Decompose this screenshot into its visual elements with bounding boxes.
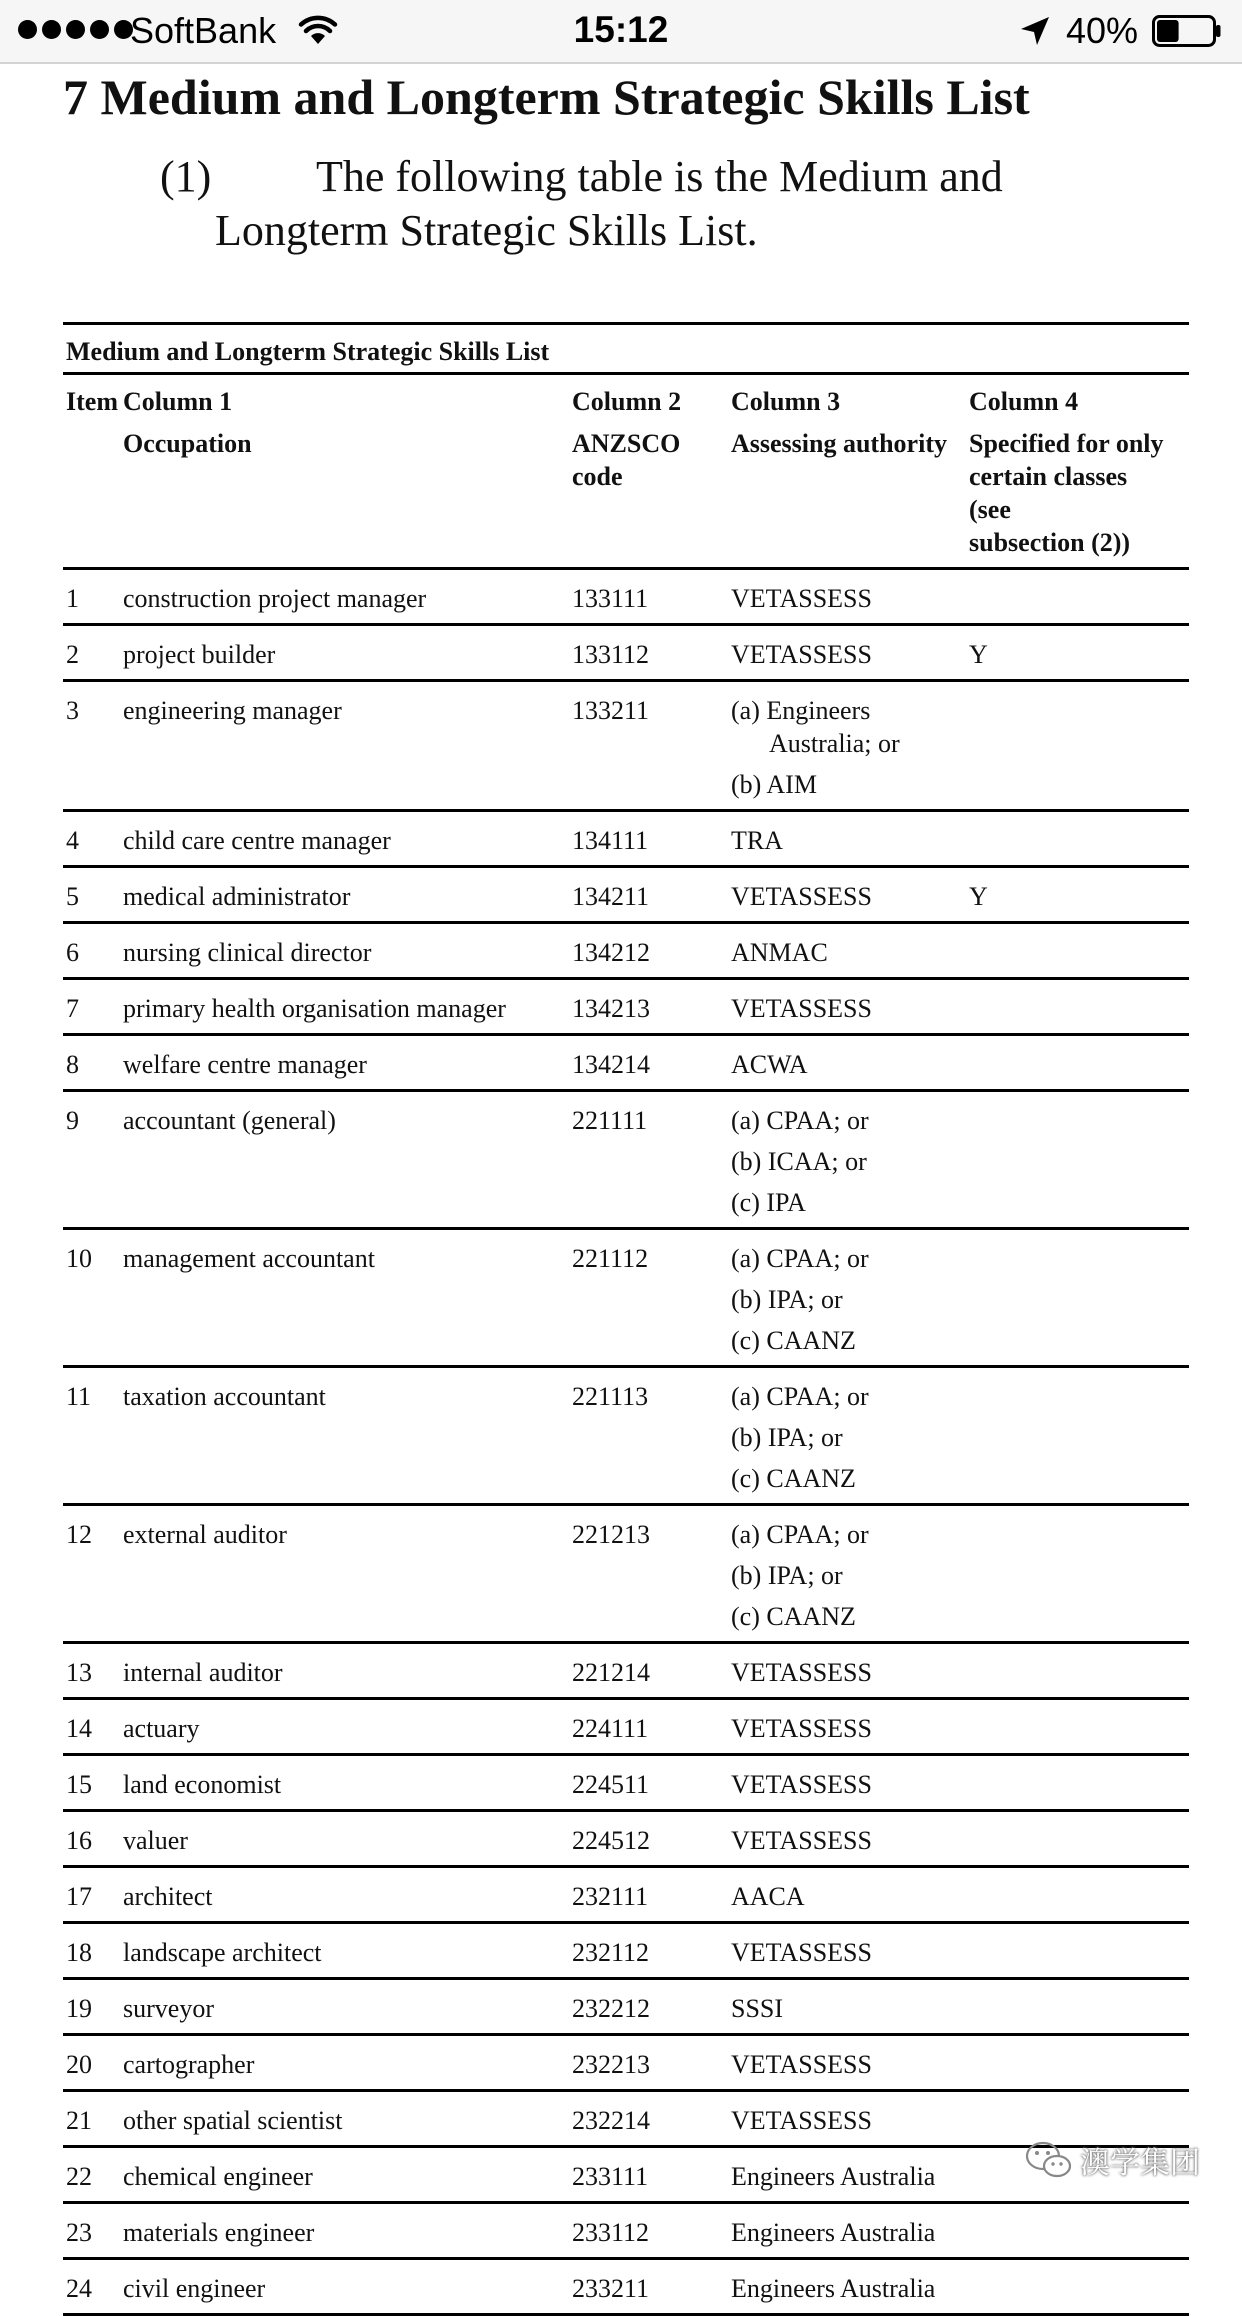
cell-specified-classes: Y	[969, 867, 1189, 923]
cell-anzsco-code: 224512	[572, 1811, 731, 1867]
authority-line: (a) CPAA; or	[731, 1244, 869, 1273]
cell-occupation: taxation accountant	[123, 1367, 572, 1505]
cell-item: 2	[63, 625, 123, 681]
authority-line: VETASSESS	[731, 1714, 872, 1743]
authority-line: VETASSESS	[731, 882, 872, 911]
cell-item: 10	[63, 1229, 123, 1367]
cell-assessing-authority	[731, 2091, 969, 2147]
cell-item: 21	[63, 2091, 123, 2147]
status-bar	[0, 0, 1242, 64]
cell-occupation: internal auditor	[123, 1643, 572, 1699]
cell-anzsco-code: 224511	[572, 1755, 731, 1811]
authority-line: (c) CAANZ	[731, 1602, 856, 1631]
table-row	[63, 569, 1189, 625]
skills-table	[63, 322, 1189, 2316]
cell-specified-classes	[969, 1755, 1189, 1811]
cell-assessing-authority	[731, 1811, 969, 1867]
cell-anzsco-code: 134214	[572, 1035, 731, 1091]
cell-assessing-authority	[731, 1979, 969, 2035]
table-row	[63, 1755, 1189, 1811]
authority-line: (a) CPAA; or	[731, 1382, 869, 1411]
cell-occupation: actuary	[123, 1699, 572, 1755]
table-row	[63, 1229, 1189, 1367]
cell-anzsco-code: 133211	[572, 681, 731, 811]
table-row	[63, 681, 1189, 811]
cell-anzsco-code: 233111	[572, 2147, 731, 2203]
authority-line: (b) AIM	[731, 770, 817, 799]
cell-assessing-authority	[731, 2035, 969, 2091]
cell-specified-classes	[969, 569, 1189, 625]
authority-line: (b) IPA; or	[731, 1285, 843, 1314]
table-row	[63, 1979, 1189, 2035]
cell-item: 24	[63, 2259, 123, 2315]
cell-item: 17	[63, 1867, 123, 1923]
cell-specified-classes	[969, 1505, 1189, 1643]
table-row	[63, 1699, 1189, 1755]
authority-line: SSSI	[731, 1994, 784, 2023]
authority-line: TRA	[731, 826, 783, 855]
table-row	[63, 1811, 1189, 1867]
table-header-row	[63, 374, 1189, 569]
cell-anzsco-code: 232112	[572, 1923, 731, 1979]
authority-line: VETASSESS	[731, 1658, 872, 1687]
authority-line: VETASSESS	[731, 584, 872, 613]
cell-anzsco-code: 221113	[572, 1367, 731, 1505]
header-column-4: Column 4 Specified for only certain classes (see subsection (2))	[969, 374, 1189, 569]
table-row	[63, 1367, 1189, 1505]
cell-assessing-authority	[731, 1229, 969, 1367]
cell-occupation: construction project manager	[123, 569, 572, 625]
cell-specified-classes	[969, 1367, 1189, 1505]
cell-anzsco-code: 221213	[572, 1505, 731, 1643]
authority-line: (c) CAANZ	[731, 1326, 856, 1355]
cell-anzsco-code: 232214	[572, 2091, 731, 2147]
cell-assessing-authority	[731, 1367, 969, 1505]
authority-line: VETASSESS	[731, 2106, 872, 2135]
cell-occupation: management accountant	[123, 1229, 572, 1367]
cell-specified-classes	[969, 1035, 1189, 1091]
cell-occupation: nursing clinical director	[123, 923, 572, 979]
cell-specified-classes	[969, 979, 1189, 1035]
header-column-3: Column 3 Assessing authority	[731, 374, 969, 569]
cell-anzsco-code: 232212	[572, 1979, 731, 2035]
authority-line: (b) IPA; or	[731, 1561, 843, 1590]
table-row	[63, 811, 1189, 867]
cell-item: 5	[63, 867, 123, 923]
cell-occupation: welfare centre manager	[123, 1035, 572, 1091]
cell-assessing-authority	[731, 2147, 969, 2203]
table-body	[63, 569, 1189, 2315]
cell-occupation: civil engineer	[123, 2259, 572, 2315]
table-row	[63, 979, 1189, 1035]
table-row	[63, 2091, 1189, 2147]
cell-anzsco-code: 134213	[572, 979, 731, 1035]
cell-anzsco-code: 133112	[572, 625, 731, 681]
authority-line: VETASSESS	[731, 1938, 872, 1967]
cell-specified-classes	[969, 1979, 1189, 2035]
cell-specified-classes	[969, 1091, 1189, 1229]
authority-line: VETASSESS	[731, 994, 872, 1023]
authority-line: ANMAC	[731, 938, 828, 967]
authority-line: VETASSESS	[731, 640, 872, 669]
table-row	[63, 1505, 1189, 1643]
authority-line: (b) IPA; or	[731, 1423, 843, 1452]
authority-line: AACA	[731, 1882, 805, 1911]
cell-occupation: landscape architect	[123, 1923, 572, 1979]
cell-specified-classes	[969, 1923, 1189, 1979]
authority-line: Engineers Australia	[731, 2162, 936, 2191]
cell-item: 8	[63, 1035, 123, 1091]
table-row	[63, 2259, 1189, 2315]
cell-specified-classes	[969, 923, 1189, 979]
cell-occupation: engineering manager	[123, 681, 572, 811]
cell-assessing-authority	[731, 923, 969, 979]
cell-assessing-authority	[731, 1755, 969, 1811]
cell-specified-classes	[969, 2203, 1189, 2259]
cell-assessing-authority	[731, 681, 969, 811]
authority-line: (c) CAANZ	[731, 1464, 856, 1493]
cell-specified-classes	[969, 1867, 1189, 1923]
cell-item: 9	[63, 1091, 123, 1229]
cell-anzsco-code: 221112	[572, 1229, 731, 1367]
cell-specified-classes	[969, 1643, 1189, 1699]
cell-specified-classes	[969, 1811, 1189, 1867]
authority-line: (b) ICAA; or	[731, 1147, 867, 1176]
battery-percentage: 40%	[1066, 10, 1139, 51]
wechat-logo-icon	[1024, 2140, 1074, 2180]
table-row	[63, 1923, 1189, 1979]
cell-occupation: materials engineer	[123, 2203, 572, 2259]
authority-line: (a) Engineers	[731, 696, 871, 725]
cell-assessing-authority	[731, 1699, 969, 1755]
cell-anzsco-code: 134211	[572, 867, 731, 923]
cell-item: 18	[63, 1923, 123, 1979]
cell-assessing-authority	[731, 625, 969, 681]
table-row	[63, 1867, 1189, 1923]
cell-occupation: medical administrator	[123, 867, 572, 923]
cell-specified-classes	[969, 1229, 1189, 1367]
cell-assessing-authority	[731, 867, 969, 923]
cell-assessing-authority	[731, 1035, 969, 1091]
cell-occupation: primary health organisation manager	[123, 979, 572, 1035]
location-arrow-icon	[1018, 14, 1052, 48]
subsection-text-line-1: The following table is the Medium and	[316, 152, 1003, 201]
cell-specified-classes	[969, 811, 1189, 867]
authority-line: (c) IPA	[731, 1188, 806, 1217]
cell-item: 23	[63, 2203, 123, 2259]
table-row	[63, 1035, 1189, 1091]
cell-specified-classes	[969, 2035, 1189, 2091]
cell-item: 14	[63, 1699, 123, 1755]
cell-assessing-authority	[731, 1091, 969, 1229]
cell-item: 20	[63, 2035, 123, 2091]
cell-item: 22	[63, 2147, 123, 2203]
authority-line: Engineers Australia	[731, 2218, 936, 2247]
cell-occupation: land economist	[123, 1755, 572, 1811]
cell-assessing-authority	[731, 2259, 969, 2315]
cell-specified-classes	[969, 681, 1189, 811]
cell-anzsco-code: 133111	[572, 569, 731, 625]
authority-line: ACWA	[731, 1050, 808, 1079]
header-item: Item	[63, 374, 123, 569]
cell-anzsco-code: 232213	[572, 2035, 731, 2091]
cell-specified-classes	[969, 2259, 1189, 2315]
cell-occupation: child care centre manager	[123, 811, 572, 867]
cell-occupation: architect	[123, 1867, 572, 1923]
cell-item: 4	[63, 811, 123, 867]
authority-line: VETASSESS	[731, 2050, 872, 2079]
cell-occupation: external auditor	[123, 1505, 572, 1643]
subsection-text-line-2: Longterm Strategic Skills List.	[215, 206, 758, 255]
watermark	[1024, 2138, 1200, 2182]
cell-item: 12	[63, 1505, 123, 1643]
table-row	[63, 1643, 1189, 1699]
cell-anzsco-code: 221111	[572, 1091, 731, 1229]
cell-occupation: valuer	[123, 1811, 572, 1867]
table-row	[63, 2203, 1189, 2259]
cell-item: 1	[63, 569, 123, 625]
cell-anzsco-code: 232111	[572, 1867, 731, 1923]
cell-item: 3	[63, 681, 123, 811]
cell-anzsco-code: 221214	[572, 1643, 731, 1699]
cell-occupation: accountant (general)	[123, 1091, 572, 1229]
cell-item: 16	[63, 1811, 123, 1867]
cell-anzsco-code: 134111	[572, 811, 731, 867]
header-column-1: Column 1 Occupation	[123, 374, 572, 569]
authority-line: VETASSESS	[731, 1770, 872, 1799]
header-column-2: Column 2 ANZSCO code	[572, 374, 731, 569]
cell-occupation: other spatial scientist	[123, 2091, 572, 2147]
cell-specified-classes: Y	[969, 625, 1189, 681]
subsection-number: (1)	[160, 152, 212, 201]
cell-anzsco-code: 233112	[572, 2203, 731, 2259]
table-caption: Medium and Longterm Strategic Skills List	[63, 324, 1189, 374]
cell-assessing-authority	[731, 569, 969, 625]
authority-line: Australia; or	[769, 729, 900, 758]
cell-assessing-authority	[731, 1867, 969, 1923]
cell-item: 7	[63, 979, 123, 1035]
watermark-text: 澳学集团	[1080, 2146, 1200, 2181]
authority-line: VETASSESS	[731, 1826, 872, 1855]
cell-item: 13	[63, 1643, 123, 1699]
battery-fill	[1157, 20, 1179, 42]
cell-item: 19	[63, 1979, 123, 2035]
cell-item: 11	[63, 1367, 123, 1505]
table-row	[63, 1091, 1189, 1229]
cell-occupation: surveyor	[123, 1979, 572, 2035]
cell-assessing-authority	[731, 811, 969, 867]
cell-occupation: chemical engineer	[123, 2147, 572, 2203]
battery-icon	[1152, 15, 1222, 47]
cell-item: 15	[63, 1755, 123, 1811]
carrier-name: SoftBank	[130, 10, 277, 51]
authority-line: (a) CPAA; or	[731, 1106, 869, 1135]
cell-assessing-authority	[731, 2203, 969, 2259]
cell-anzsco-code: 224111	[572, 1699, 731, 1755]
cell-anzsco-code: 134212	[572, 923, 731, 979]
cell-item: 6	[63, 923, 123, 979]
page-title: 7 Medium and Longterm Strategic Skills List	[63, 69, 1030, 125]
cell-assessing-authority	[731, 1505, 969, 1643]
cell-specified-classes	[969, 1699, 1189, 1755]
table-row	[63, 923, 1189, 979]
clock: 15:12	[573, 9, 669, 50]
authority-line: Engineers Australia	[731, 2274, 936, 2303]
subsection-paragraph	[160, 150, 1200, 258]
wifi-icon	[298, 14, 338, 46]
cell-anzsco-code: 233211	[572, 2259, 731, 2315]
signal-strength-icon	[18, 20, 133, 39]
table-row	[63, 867, 1189, 923]
cell-occupation: cartographer	[123, 2035, 572, 2091]
cell-assessing-authority	[731, 1643, 969, 1699]
cell-assessing-authority	[731, 1923, 969, 1979]
table-row	[63, 2147, 1189, 2203]
cell-occupation: project builder	[123, 625, 572, 681]
authority-line: (a) CPAA; or	[731, 1520, 869, 1549]
table-row	[63, 625, 1189, 681]
cell-assessing-authority	[731, 979, 969, 1035]
table-row	[63, 2035, 1189, 2091]
